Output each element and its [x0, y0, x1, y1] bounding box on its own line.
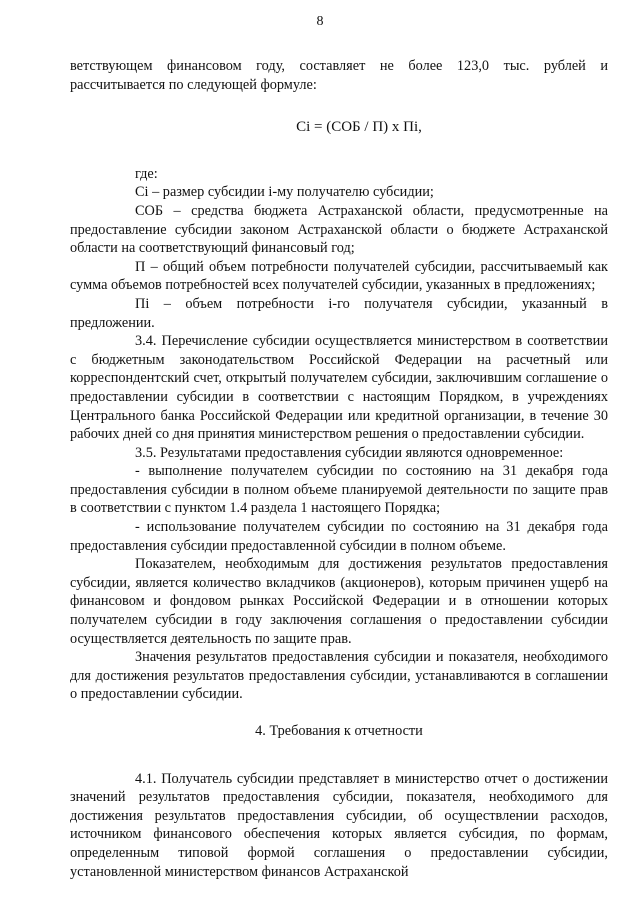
- result-item-1: - выполнение получателем субсидии по состоянию на 31 декабря года предоставления субсидии в полном объеме планируемой деятельности по защите прав в соответствии с пунктом 1.4 раздела 1 настоящего Порядка;: [70, 463, 608, 517]
- definition-sob: СОБ – средства бюджета Астраханской области, предусмотренные на предоставление субсидии законом Астраханской области о бюджете Астраханской области на соответствующий финансовый год;: [70, 202, 608, 257]
- section-heading: 4. Требования к отчетности: [255, 723, 423, 739]
- paragraph-4-1: 4.1. Получатель субсидии представляет в министерство отчет о достижении значений результатов предоставления субсидии, показателя, необходимого для достижения результатов предоставления субсидии, об осуществлении расходов, источником финансового обеспечения которых является субсидия, по формам, определенным типовой формой соглашения о предоставлении субсидии, установленной министерством финансов Астраханской: [70, 770, 608, 880]
- page-number: 8: [316, 14, 324, 29]
- document-body: [70, 57, 608, 881]
- definition-ci: Ci – размер субсидии i-му получателю субсидии;: [135, 184, 434, 201]
- intro-paragraph: ветствующем финансовом году, составляет не более 123,0 тыс. рублей и рассчитывается по следующей формуле:: [70, 58, 608, 93]
- result-item-2: - использование получателем субсидии по состоянию на 31 декабря года предоставления субсидии предоставленной субсидии в полном объеме.: [70, 519, 608, 554]
- values-paragraph: Значения результатов предоставления субсидии и показателя, необходимого для достижения результатов предоставления субсидии, устанавливаются в соглашении о предоставлении субсидии.: [70, 649, 608, 703]
- indicator-paragraph: Показателем, необходимым для достижения результатов предоставления субсидии, является количество вкладчиков (акционеров), которым причинен ущерб на финансовом и фондовом рынках Российской Федерации и в отношении которых получателем субсидии в году заключения соглашения о предоставлении субсидии осуществляется деятельность по защите прав.: [70, 556, 608, 647]
- definition-pi: Пi – объем потребности i-го получателя субсидии, указанный в предложении.: [70, 295, 608, 331]
- where-label: где:: [135, 165, 158, 182]
- paragraph-3-4: 3.4. Перечисление субсидии осуществляется министерством в соответствии с бюджетным законодательством Российской Федерации на расчетный или корреспондентский счет, открытый получателем субсидии, заключившим соглашение о предоставлении субсидии в соответствии с настоящим Порядком, в учреждениях Центрального банка Российской Федерации или кредитной организации, в течение 30 рабочих дней со дня принятия министерством решения о предоставлении субсидии.: [70, 333, 608, 443]
- paragraph-3-5: 3.5. Результатами предоставления субсидии являются одновременное:: [135, 444, 564, 461]
- definition-p: П – общий объем потребности получателей субсидии, рассчитываемый как сумма объемов потребностей всех получателей субсидии, указанных в предложениях;: [70, 258, 608, 294]
- subsidy-formula: Ci = (СОБ / П) x Пi,: [296, 119, 422, 136]
